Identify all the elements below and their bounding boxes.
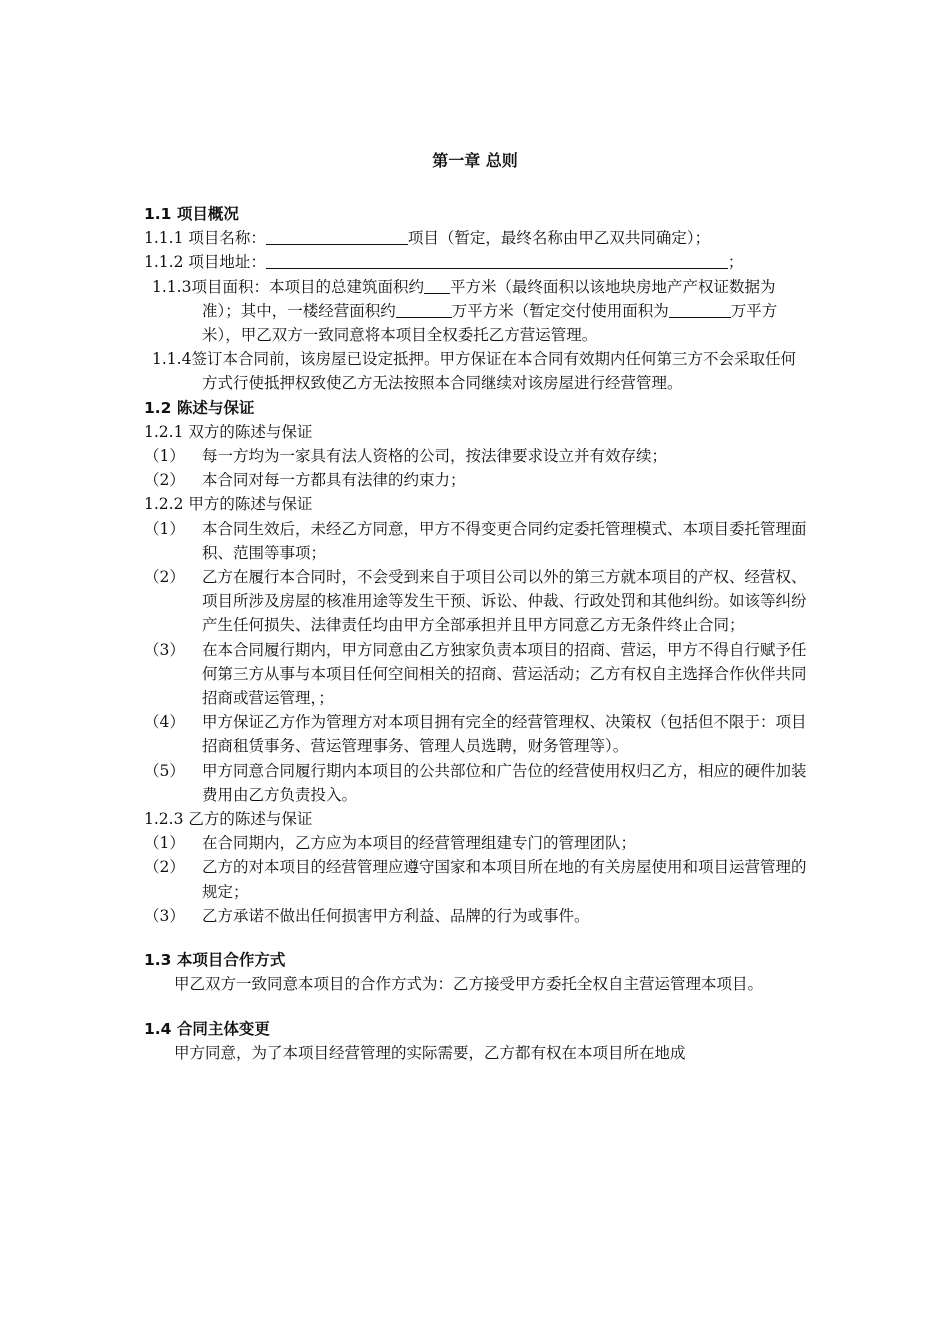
list-item: （1） 在合同期内，乙方应为本项目的经营管理组建专门的管理团队； (144, 834, 637, 853)
item-text: 平方米（最终面积以该地块房地产产权证数据为准）；其中，一楼经营面积约 (202, 277, 776, 320)
item-text: 1.1.3项目面积：本项目的总建筑面积约 (152, 277, 424, 296)
item-text: ； (727, 253, 744, 272)
section-heading-1-3: 1.3 本项目合作方式 (144, 951, 286, 970)
chapter-title: 第一章 总则 (432, 151, 518, 170)
subsection-1-2-3: 1.2.3 乙方的陈述与保证 (144, 810, 313, 829)
section-heading-1-1: 1.1 项目概况 (144, 205, 239, 223)
blank-project-address[interactable] (266, 252, 728, 269)
list-item: （2） 乙方在履行本合同时，不会受到来自于项目公司以外的第三方就本项目的产权、经营权、项目所涉及房屋的核准用途等发生干预、诉讼、仲裁、行政处罚和其他纠纷。如该等纠纷产生任何损失、法律责任均由甲方全部承担并且甲方同意乙方无条件终止合同； (144, 568, 807, 635)
list-item: （4） 甲方保证乙方作为管理方对本项目拥有完全的经营管理权、决策权（包括但不限于：项目招商租赁事务、营运管理事务、管理人员选聘，财务管理等）。 (144, 713, 807, 756)
subsection-1-2-1: 1.2.1 双方的陈述与保证 (144, 422, 313, 441)
subsection-1-2-2: 1.2.2 甲方的陈述与保证 (144, 495, 313, 514)
blank-delivery-area[interactable] (669, 301, 731, 318)
blank-first-floor-area[interactable] (396, 301, 452, 318)
item-1-1-4: 1.1.4签订本合同前，该房屋已设定抵押。甲方保证在本合同有效期内任何第三方不会采取任何方式行使抵押权致使乙方无法按照本合同继续对该房屋进行经营管理。 (152, 350, 796, 393)
item-label: 1.1.2 项目地址： (144, 253, 266, 272)
paragraph: 甲乙双方一致同意本项目的合作方式为：乙方接受甲方委托全权自主营运管理本项目。 (174, 975, 764, 994)
section-heading-1-2: 1.2 陈述与保证 (144, 398, 255, 417)
item-1-1-1 (144, 226, 810, 250)
list-item: （1） 本合同生效后，未经乙方同意，甲方不得变更合同约定委托管理模式、本项目委托管理面积、范围等事项； (144, 519, 807, 562)
list-item: （2） 本合同对每一方都具有法律的约束力； (144, 471, 466, 490)
blank-project-name[interactable] (266, 228, 408, 245)
list-item: （1） 每一方均为一家具有法人资格的公司，按法律要求设立并有效存续； (144, 447, 668, 466)
blank-total-area[interactable] (424, 277, 450, 294)
paragraph: 甲方同意，为了本项目经营管理的实际需要，乙方都有权在本项目所在地成 (174, 1043, 686, 1062)
spacer (144, 928, 810, 948)
item-text: 万平方米），甲乙双方一致同意将本项目全权委托乙方营运管理。 (202, 301, 778, 345)
item-text: 项目（暂定，最终名称由甲乙双共同确定）； (407, 229, 711, 248)
section-heading-1-4: 1.4 合同主体变更 (144, 1019, 270, 1038)
list-item: （5） 甲方同意合同履行期内本项目的公共部位和广告位的经营使用权归乙方，相应的硬件加装费用由乙方负责投入。 (144, 761, 807, 804)
list-item: （3） 在本合同履行期内，甲方同意由乙方独家负责本项目的招商、营运，甲方不得自行赋予任何第三方从事与本项目任何空间相关的招商、营运活动；乙方有权自主选择合作伙伴共同招商或营运管理，； (144, 640, 807, 708)
item-1-1-2 (144, 250, 810, 274)
list-item: （2） 乙方的对本项目的经营管理应遵守国家和本项目所在地的有关房屋使用和项目运营管理的规定； (144, 858, 807, 901)
item-1-1-3 (144, 275, 810, 348)
item-label: 1.1.1 项目名称： (144, 229, 266, 248)
item-text: 万平方米（暂定交付使用面积为 (451, 301, 669, 320)
spacer (144, 997, 810, 1017)
document-body (144, 202, 810, 1065)
list-item: （3） 乙方承诺不做出任何损害甲方利益、品牌的行为或事件。 (144, 906, 590, 925)
